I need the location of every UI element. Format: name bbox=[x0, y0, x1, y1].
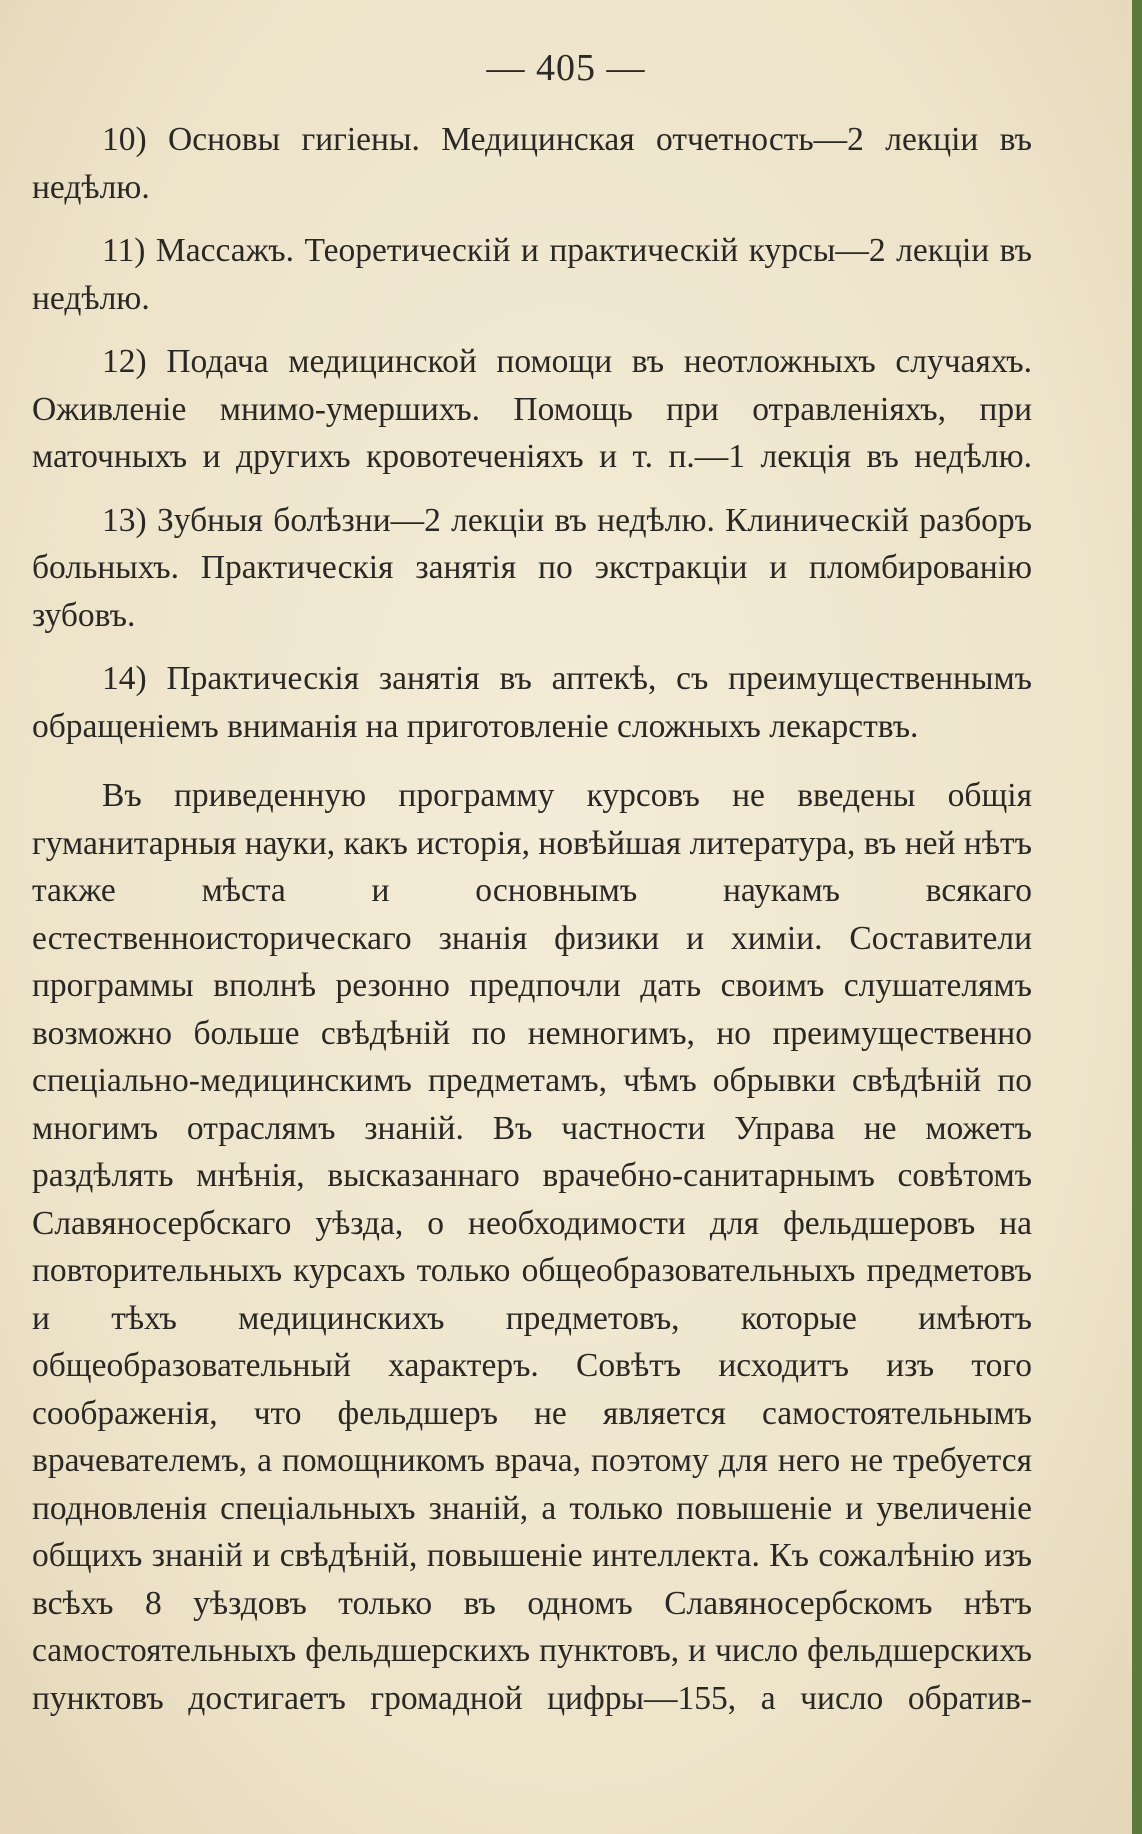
paragraph-item-13: 13) Зубныя болѣзни—2 лекціи въ недѣлю. Клиническій разборъ больныхъ. Практическія занятія по экстракціи и пломбированію зубовъ. bbox=[32, 501, 1032, 634]
paragraph-item-14: 14) Практическія занятія въ аптекѣ, съ преимущественнымъ обращеніемъ вниманія на приготовленіе сложныхъ лекарствъ. bbox=[32, 660, 1032, 745]
paragraph-body: Въ приведенную программу курсовъ не введены общія гуманитарныя науки, какъ исторія, новѣйшая литература, въ ней нѣтъ также мѣста и основнымъ наукамъ всякаго естественноисторическаго знанія физики и химіи. Составители программы вполнѣ резонно предпочли дать своимъ слушателямъ возможно больше свѣдѣній по немногимъ, но преимущественно спеціально-медицинскимъ предметамъ, чѣмъ обрывки свѣдѣній по многимъ отраслямъ знаній. Въ частности Управа не можетъ раздѣлять мнѣнія, высказаннаго врачебно-санитарнымъ совѣтомъ Славяносербскаго уѣзда, о необходимости для фельдшеровъ на повторительныхъ курсахъ только общеобразовательныхъ предметовъ и тѣхъ медицинскихъ предметовъ, которые имѣютъ общеобразовательный характеръ. Совѣтъ исходитъ изъ того соображенія, что фельдшеръ не является самостоятельнымъ врачевателемъ, а помощникомъ врача, поэтому для него не требуется подновленія спеціальныхъ знаній, а только повышеніе и увеличеніе общихъ знаній и свѣдѣній, повышеніе интеллекта. Къ сожалѣнію изъ всѣхъ 8 уѣздовъ только въ одномъ Славяносербскомъ нѣтъ самостоятельныхъ фельдшерскихъ пунктовъ, и число фельдшерскихъ пунктовъ достигаетъ громадной цифры—155, а число обратив- bbox=[32, 777, 1032, 1717]
paragraph-item-11: 11) Массажъ. Теоретическій и практическій курсы—2 лекціи въ недѣлю. bbox=[32, 232, 1032, 317]
page-number: — 405 — bbox=[486, 47, 646, 89]
page-text bbox=[32, 116, 1032, 1722]
paragraph-item-10: 10) Основы гигіены. Медицинская отчетность—2 лекціи въ недѣлю. bbox=[32, 121, 1032, 206]
paragraph-item-12: 12) Подача медицинской помощи въ неотложныхъ случаяхъ. Оживленіе мнимо-умершихъ. Помощь при отравленіяхъ, при маточныхъ и другихъ кровотеченіяхъ и т. п.—1 лекція въ недѣлю. bbox=[32, 343, 1032, 475]
